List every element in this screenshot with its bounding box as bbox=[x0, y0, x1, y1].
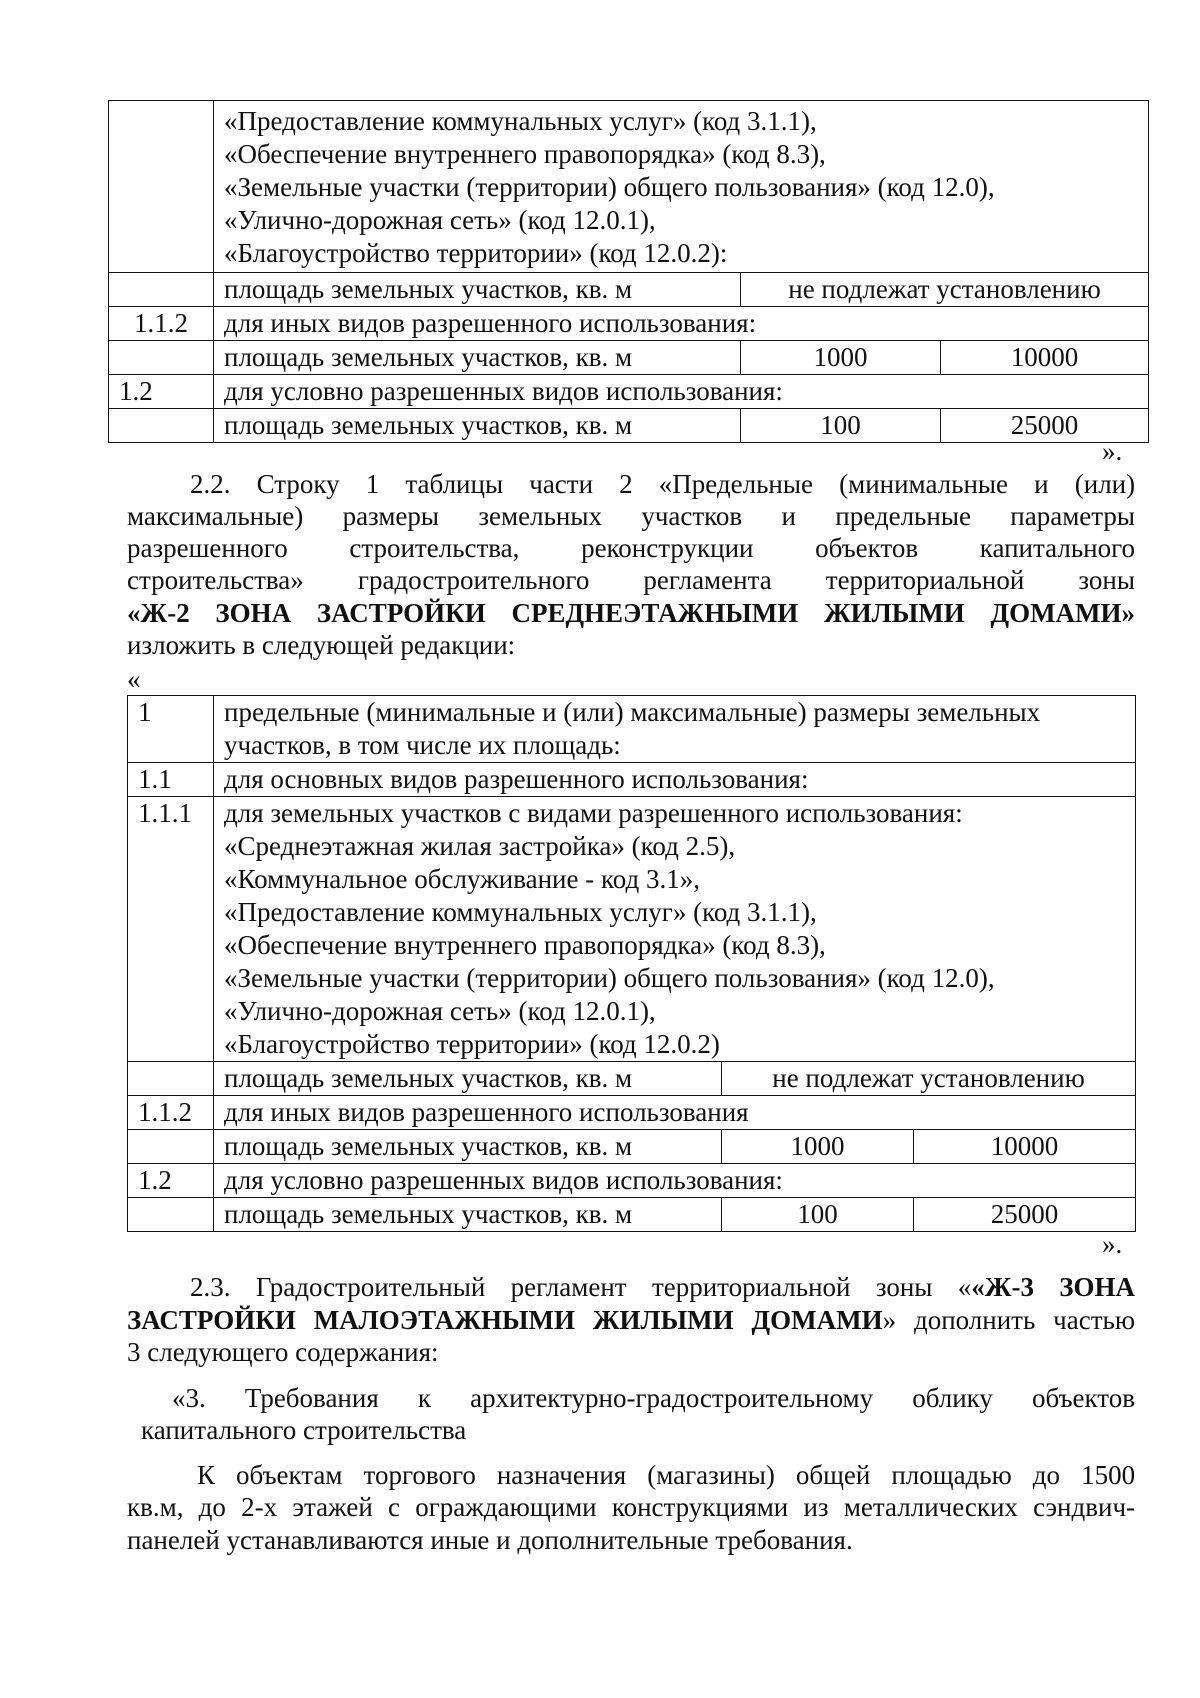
table-cell-text: для иных видов разрешенного использования bbox=[214, 1096, 1136, 1130]
table-cell-min: 100 bbox=[741, 409, 941, 443]
table-cell-area-label: площадь земельных участков, кв. м bbox=[214, 409, 741, 443]
table-cell-number: 1.1.2 bbox=[109, 307, 214, 341]
zone-name-zh3-part: «Ж-3 bbox=[971, 1272, 1034, 1302]
zone-name-zh3-part: ЗОНА bbox=[1059, 1272, 1135, 1302]
cell-line: участков, в том числе их площадь: bbox=[224, 730, 621, 760]
use-type-line: «Предоставление коммунальных услуг» (код 3.1.1), bbox=[224, 897, 817, 927]
table-cell-number bbox=[128, 1062, 214, 1096]
table-cell-number: 1.1.1 bbox=[128, 797, 214, 1062]
table-cell-text: для условно разрешенных видов использования: bbox=[214, 1164, 1136, 1198]
paragraph-2-2-line: разрешенного строительства, реконструкции объектов капитального bbox=[127, 533, 1135, 563]
paragraph-2-2-line: 2.2. Строку 1 таблицы части 2 «Предельные (минимальные и (или) bbox=[190, 469, 1135, 499]
section-3-heading: «3. Требования к архитектурно-градостроительному облику объектов bbox=[172, 1383, 1135, 1413]
zone-name-zh3-part: ЗАСТРОЙКИ МАЛОЭТАЖНЫМИ ЖИЛЫМИ ДОМАМИ bbox=[127, 1305, 883, 1335]
final-paragraph-last-line: панелей устанавливаются иные и дополнительные требования. bbox=[127, 1525, 853, 1555]
table-cell-min: 1000 bbox=[722, 1130, 914, 1164]
paragraph-2-3-line: ЗАСТРОЙКИ МАЛОЭТАЖНЫМИ ЖИЛЫМИ ДОМАМИ» дополнить частью bbox=[127, 1305, 1135, 1335]
use-type-line: «Обеспечение внутреннего правопорядка» (код 8.3), bbox=[224, 930, 826, 960]
table-cell-use-types bbox=[214, 101, 1149, 273]
table-cell-area-value: не подлежат установлению bbox=[741, 273, 1149, 307]
table-cell-number bbox=[109, 341, 214, 375]
table-cell-area-label: площадь земельных участков, кв. м bbox=[214, 341, 741, 375]
table-cell-text: для условно разрешенных видов использования: bbox=[214, 375, 1149, 409]
paragraph-2-2-line: максимальные) размеры земельных участков и предельные параметры bbox=[127, 501, 1135, 531]
use-type-line: «Предоставление коммунальных услуг» (код 3.1.1), bbox=[224, 106, 817, 136]
table-cell-use-types bbox=[214, 797, 1136, 1062]
table-cell-number bbox=[109, 273, 214, 307]
table-cell-area-label: площадь земельных участков, кв. м bbox=[214, 1130, 722, 1164]
table-cell-number: 1.2 bbox=[109, 375, 214, 409]
table-cell-text bbox=[214, 696, 1136, 763]
use-type-line: «Обеспечение внутреннего правопорядка» (код 8.3), bbox=[224, 139, 826, 169]
use-type-line: «Коммунальное обслуживание - код 3.1», bbox=[224, 864, 700, 894]
table-cell-number: 1.2 bbox=[128, 1164, 214, 1198]
regulation-table-new bbox=[127, 695, 1136, 1232]
table-cell-number bbox=[109, 409, 214, 443]
use-type-line: для земельных участков с видами разрешенного использования: bbox=[224, 798, 963, 828]
table-cell-min: 1000 bbox=[741, 341, 941, 375]
table-cell-max: 10000 bbox=[941, 341, 1149, 375]
zone-name-zh2: «Ж-2 ЗОНА ЗАСТРОЙКИ СРЕДНЕЭТАЖНЫМИ ЖИЛЫМИ ДОМАМИ» bbox=[127, 598, 1135, 628]
paragraph-2-3-last-line: 3 следующего содержания: bbox=[127, 1337, 439, 1367]
table-cell-text: для иных видов разрешенного использования: bbox=[214, 307, 1149, 341]
table-cell-area-label: площадь земельных участков, кв. м bbox=[214, 1198, 722, 1232]
table-cell-area-label: площадь земельных участков, кв. м bbox=[214, 1062, 722, 1096]
table-cell-number: 1.1 bbox=[128, 763, 214, 797]
regulation-table-continued bbox=[108, 100, 1149, 443]
final-paragraph-line: К объектам торгового назначения (магазины) общей площадью до 1500 bbox=[197, 1460, 1135, 1490]
use-type-line: «Среднеэтажная жилая застройка» (код 2.5), bbox=[224, 831, 736, 861]
final-paragraph-line: кв.м, до 2-х этажей с ограждающими конструкциями из металлических сэндвич- bbox=[127, 1492, 1135, 1522]
closing-quote: ». bbox=[1102, 1229, 1123, 1259]
table-cell-text: для основных видов разрешенного использования: bbox=[214, 763, 1136, 797]
closing-quote: ». bbox=[1102, 436, 1123, 466]
use-type-line: «Земельные участки (территории) общего пользования» (код 12.0), bbox=[224, 172, 995, 202]
table-cell-number bbox=[128, 1198, 214, 1232]
use-type-line: «Земельные участки (территории) общего пользования» (код 12.0), bbox=[224, 963, 995, 993]
table-cell-number: 1.1.2 bbox=[128, 1096, 214, 1130]
use-type-line: «Благоустройство территории» (код 12.0.2): bbox=[224, 238, 728, 268]
paragraph-2-2-line: строительства» градостроительного регламента территориальной зоны bbox=[127, 565, 1135, 595]
use-type-line: «Улично-дорожная сеть» (код 12.0.1), bbox=[224, 205, 656, 235]
table-cell-number bbox=[128, 1130, 214, 1164]
use-type-line: «Улично-дорожная сеть» (код 12.0.1), bbox=[224, 996, 656, 1026]
table-cell-min: 100 bbox=[722, 1198, 914, 1232]
opening-quote: « bbox=[127, 664, 141, 694]
table-cell-area-value: не подлежат установлению bbox=[722, 1062, 1136, 1096]
table-cell-number: 1 bbox=[128, 696, 214, 763]
table-cell-area-label: площадь земельных участков, кв. м bbox=[214, 273, 741, 307]
section-3-heading-line2: капитального строительства bbox=[141, 1415, 467, 1445]
table-cell-max: 10000 bbox=[914, 1130, 1136, 1164]
table-cell-max: 25000 bbox=[914, 1198, 1136, 1232]
use-type-line: «Благоустройство территории» (код 12.0.2) bbox=[224, 1029, 720, 1059]
paragraph-2-3-line: 2.3. Градостроительный регламент территориальной зоны ««Ж-3 ЗОНА bbox=[190, 1272, 1135, 1302]
table-cell-number bbox=[109, 101, 214, 273]
table-cell-max: 25000 bbox=[941, 409, 1149, 443]
cell-line: предельные (минимальные и (или) максимальные) размеры земельных bbox=[224, 697, 1041, 727]
paragraph-2-2-last-line: изложить в следующей редакции: bbox=[127, 630, 516, 660]
